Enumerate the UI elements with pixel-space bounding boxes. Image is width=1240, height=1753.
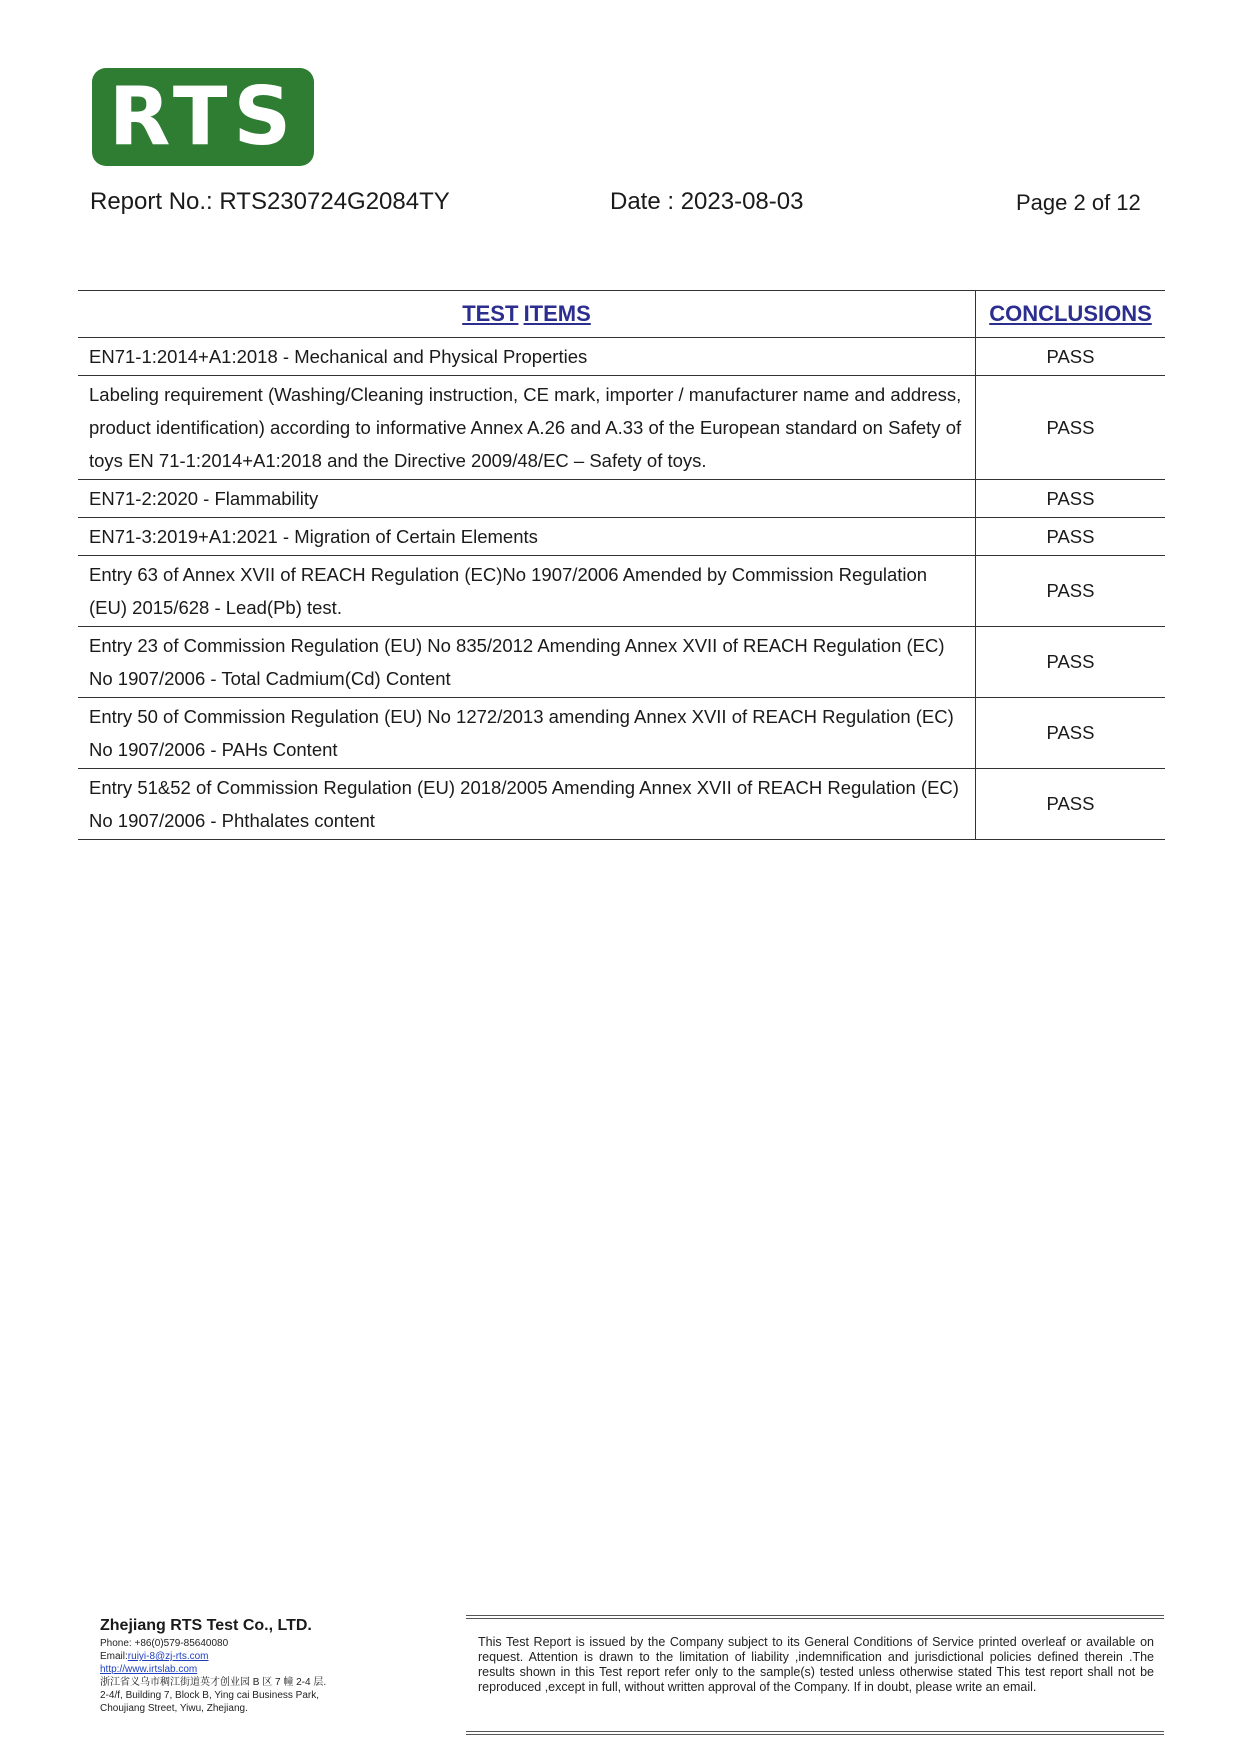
company-website-line xyxy=(100,1663,460,1676)
company-email-line xyxy=(100,1650,460,1663)
company-address-line1: 2-4/f, Building 7, Block B, Ying cai Business Park, xyxy=(100,1690,319,1701)
table-row xyxy=(78,627,1165,698)
conclusion-cell: PASS xyxy=(976,338,1166,376)
company-phone: Phone: +86(0)579-85640080 xyxy=(100,1638,229,1649)
conclusion-cell: PASS xyxy=(976,376,1166,480)
conclusions-header-label: CONCLUSIONS xyxy=(989,301,1152,326)
test-item-cell: Entry 23 of Commission Regulation (EU) No 835/2012 Amending Annex XVII of REACH Regulation (EC) No 1907/2006 - Total Cadmium(Cd) Content xyxy=(78,627,976,698)
company-address-line2: Choujiang Street, Yiwu, Zhejiang. xyxy=(100,1703,248,1714)
rts-logo xyxy=(92,68,314,166)
table-header-row xyxy=(78,291,1165,338)
company-name: Zhejiang RTS Test Co., LTD. xyxy=(100,1617,312,1634)
footer-company-info xyxy=(100,1617,460,1715)
table-row xyxy=(78,556,1165,627)
table-row xyxy=(78,698,1165,769)
email-link[interactable]: ruiyi-8@zj-rts.com xyxy=(127,1651,209,1662)
test-item-cell: Entry 63 of Annex XVII of REACH Regulation (EC)No 1907/2006 Amended by Commission Regulation (EU) 2015/628 - Lead(Pb) test. xyxy=(78,556,976,627)
conclusion-cell: PASS xyxy=(976,556,1166,627)
conclusion-cell: PASS xyxy=(976,627,1166,698)
conclusion-cell: PASS xyxy=(976,480,1166,518)
test-item-cell: EN71-1:2014+A1:2018 - Mechanical and Physical Properties xyxy=(78,338,976,376)
email-label: Email: xyxy=(100,1651,128,1662)
footer-top-divider xyxy=(466,1615,1164,1619)
report-date: Date : 2023-08-03 xyxy=(610,188,804,215)
conclusions-header xyxy=(976,291,1166,338)
conclusion-cell: PASS xyxy=(976,518,1166,556)
report-number: Report No.: RTS230724G2084TY xyxy=(90,188,450,215)
conclusion-cell: PASS xyxy=(976,769,1166,840)
test-item-cell: Entry 51&52 of Commission Regulation (EU) 2018/2005 Amending Annex XVII of REACH Regulation (EC) No 1907/2006 - Phthalates content xyxy=(78,769,976,840)
page-number: Page 2 of 12 xyxy=(1016,190,1141,215)
test-items-header xyxy=(78,291,976,338)
footer-disclaimer: This Test Report is issued by the Company subject to its General Conditions of Service printed overleaf or available on request. Attention is drawn to the limitation of liability ,indemnification and jurisdictional policies defined therein .The results shown in this Test report refer only to the sample(s) tested unless otherwise stated This test report shall not be reproduced ,except in full, without written approval of the Company. If in doubt, please write an email. xyxy=(478,1635,1154,1694)
company-address-cn: 浙江省义乌市稠江街道英才创业园 B 区 7 幢 2-4 层. xyxy=(100,1677,327,1688)
table-row xyxy=(78,376,1165,480)
table-row xyxy=(78,518,1165,556)
test-results-table xyxy=(78,290,1165,840)
test-item-cell: EN71-3:2019+A1:2021 - Migration of Certain Elements xyxy=(78,518,976,556)
test-item-cell: Entry 50 of Commission Regulation (EU) No 1272/2013 amending Annex XVII of REACH Regulation (EC) No 1907/2006 - PAHs Content xyxy=(78,698,976,769)
website-link[interactable]: http://www.irtslab.com xyxy=(100,1664,198,1675)
footer-bottom-divider xyxy=(466,1731,1164,1735)
logo-text: RTS xyxy=(108,70,298,163)
test-item-cell: Labeling requirement (Washing/Cleaning instruction, CE mark, importer / manufacturer name and address, product identification) according to informative Annex A.26 and A.33 of the European standard on Safety of toys EN 71-1:2014+A1:2018 and the Directive 2009/48/EC – Safety of toys. xyxy=(78,376,976,480)
test-item-cell: EN71-2:2020 - Flammability xyxy=(78,480,976,518)
test-items-header-word1: TEST xyxy=(462,301,519,326)
table-row xyxy=(78,338,1165,376)
test-items-header-word2: ITEMS xyxy=(523,301,591,326)
conclusion-cell: PASS xyxy=(976,698,1166,769)
table-row xyxy=(78,769,1165,840)
table-row xyxy=(78,480,1165,518)
